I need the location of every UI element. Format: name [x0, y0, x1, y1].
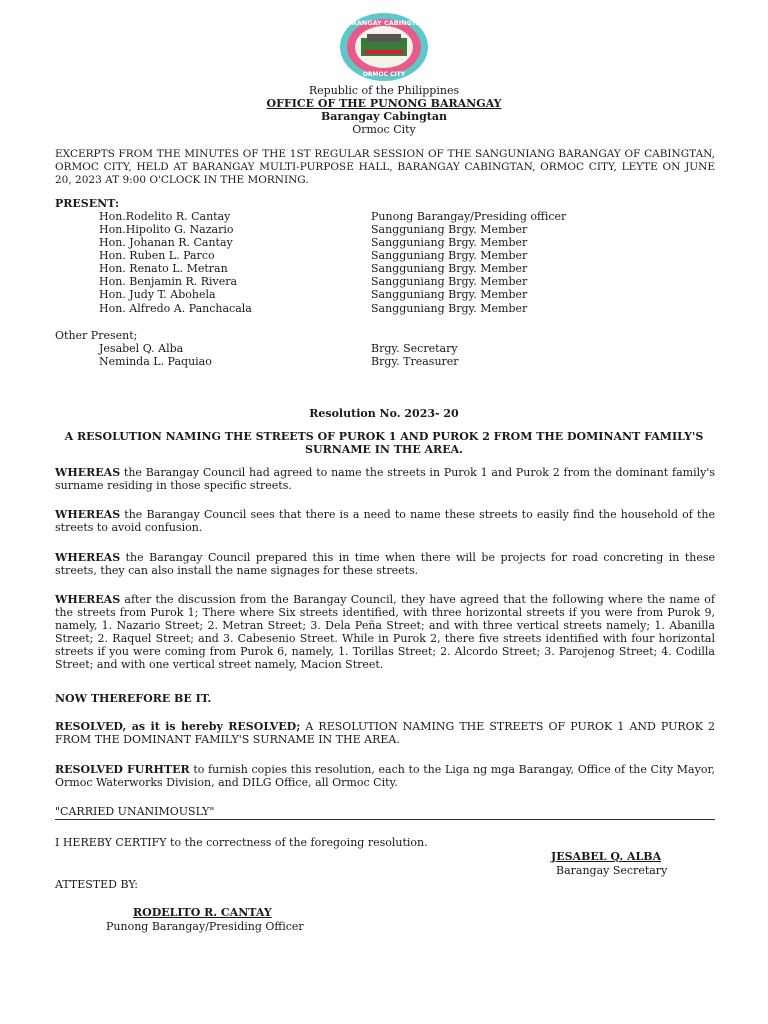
other-attendee-name: Jesabel Q. Alba [99, 342, 184, 355]
whereas-clause-4 [55, 593, 715, 671]
other-present-label: Other Present; [55, 329, 138, 342]
attested-by-label: ATTESTED BY: [55, 878, 138, 891]
resolved-further-text: to furnish copies this resolution, each to the Liga ng mga Barangay, Office of the City Mayor, Ormoc Waterworks Division, and DILG Office, all Ormoc City. [55, 763, 715, 789]
attendee-name: Hon. Benjamin R. Rivera [99, 275, 238, 288]
present-label: PRESENT: [55, 197, 120, 210]
resolution-title-line1: A RESOLUTION NAMING THE STREETS OF PUROK 1 AND PUROK 2 FROM THE DOMINANT FAMILY'S [64, 430, 704, 443]
now-therefore: NOW THEREFORE BE IT. [55, 692, 212, 705]
secretary-title: Barangay Secretary [556, 864, 668, 877]
other-attendee-name: Neminda L. Paquiao [99, 355, 212, 368]
resolved-text: A RESOLUTION NAMING THE STREETS OF PUROK 1 AND PUROK 2 FROM THE DOMINANT FAMILY'S SURNAME IN THE AREA. [55, 720, 715, 746]
header-office: OFFICE OF THE PUNONG BARANGAY [266, 97, 502, 110]
attendee-name: Hon. Renato L. Metran [99, 262, 228, 275]
attendee-name: Hon. Alfredo A. Panchacala [99, 302, 252, 315]
other-attendee-role: Brgy. Treasurer [371, 355, 459, 368]
punong-barangay-title: Punong Barangay/Presiding Officer [106, 920, 304, 933]
header-city: Ormoc City [352, 123, 416, 136]
whereas-keyword: WHEREAS [55, 466, 121, 479]
attendee-name: Hon. Ruben L. Parco [99, 249, 215, 262]
whereas-clause-1 [55, 466, 715, 492]
attendee-name: Hon. Johanan R. Cantay [99, 236, 233, 249]
resolved-further-keyword: RESOLVED FURHTER [55, 763, 190, 776]
attendee-role: Sangguniang Brgy. Member [371, 249, 528, 262]
whereas-text: after the discussion from the Barangay Council, they have agreed that the following where the name of the streets from Purok 1; There where Six streets identified, with three horizontal streets if you were from Purok 9, namely, 1. Nazario Street; 2. Metran Street; 3. Dela Peña Street; and with three vertical streets namely; 1. Abanilla Street; 2. Raquel Street; and 3. Cabesenio Street. While in Purok 2, there five streets identified with four horizontal streets if you were coming from Purok 6, namely, 1. Torillas Street; 2. Alcordo Street; 3. Parojenog Street; 4. Codilla Street; and with one vertical street namely, Macion Street. [55, 593, 715, 671]
resolution-title-line2: SURNAME IN THE AREA. [305, 443, 463, 456]
whereas-text: the Barangay Council prepared this in time when there will be projects for road concreting in these streets, they can also install the name signages for these streets. [55, 551, 715, 577]
carried-unanimously: "CARRIED UNANIMOUSLY" [55, 805, 215, 818]
attendee-name: Hon.Hipolito G. Nazario [99, 223, 234, 236]
whereas-keyword: WHEREAS [55, 593, 121, 606]
header-barangay: Barangay Cabingtan [320, 110, 448, 123]
resolved-further-clause [55, 763, 715, 789]
attendee-role: Sangguniang Brgy. Member [371, 262, 528, 275]
attendee-role: Sangguniang Brgy. Member [371, 275, 528, 288]
punong-barangay-name: RODELITO R. CANTAY [133, 906, 272, 919]
whereas-keyword: WHEREAS [55, 551, 121, 564]
resolution-number: Resolution No. 2023- 20 [309, 407, 459, 420]
divider-line [55, 819, 715, 820]
secretary-name: JESABEL Q. ALBA [551, 850, 662, 863]
seal-text-top: BARANGAY CABINGTAN [341, 19, 427, 27]
attendee-role: Sangguniang Brgy. Member [371, 223, 528, 236]
resolved-clause [55, 720, 715, 746]
resolved-keyword: RESOLVED, as it is hereby RESOLVED; [55, 720, 301, 733]
certify-statement: I HEREBY CERTIFY to the correctness of the foregoing resolution. [55, 836, 428, 849]
whereas-text: the Barangay Council sees that there is a need to name these streets to easily find the household of the streets to avoid confusion. [55, 508, 715, 534]
whereas-clause-2 [55, 508, 715, 534]
attendee-name: Hon. Judy T. Abohela [99, 288, 216, 301]
barangay-seal-icon [339, 12, 429, 82]
minutes-intro: EXCERPTS FROM THE MINUTES OF THE 1ST REGULAR SESSION OF THE SANGUNIANG BARANGAY OF CABINGTAN, ORMOC CITY, HELD AT BARANGAY MULTI-PURPOSE HALL, BARANGAY CABINGTAN, ORMOC CITY, LEYTE ON JUNE 20, 2023 AT 9:00 O'CLOCK IN THE MORNING. [55, 148, 715, 186]
whereas-text: the Barangay Council had agreed to name the streets in Purok 1 and Purok 2 from the dominant family's surname residing in those specific streets. [55, 466, 715, 492]
whereas-keyword: WHEREAS [55, 508, 121, 521]
seal-text-bottom: ORMOC CITY [362, 71, 406, 78]
other-attendee-role: Brgy. Secretary [371, 342, 458, 355]
attendee-role: Punong Barangay/Presiding officer [371, 210, 567, 223]
header-republic: Republic of the Philippines [308, 84, 460, 97]
whereas-clause-3 [55, 551, 715, 577]
attendee-role: Sangguniang Brgy. Member [371, 236, 528, 249]
attendee-role: Sangguniang Brgy. Member [371, 288, 528, 301]
attendee-name: Hon.Rodelito R. Cantay [99, 210, 231, 223]
attendee-role: Sangguniang Brgy. Member [371, 302, 528, 315]
